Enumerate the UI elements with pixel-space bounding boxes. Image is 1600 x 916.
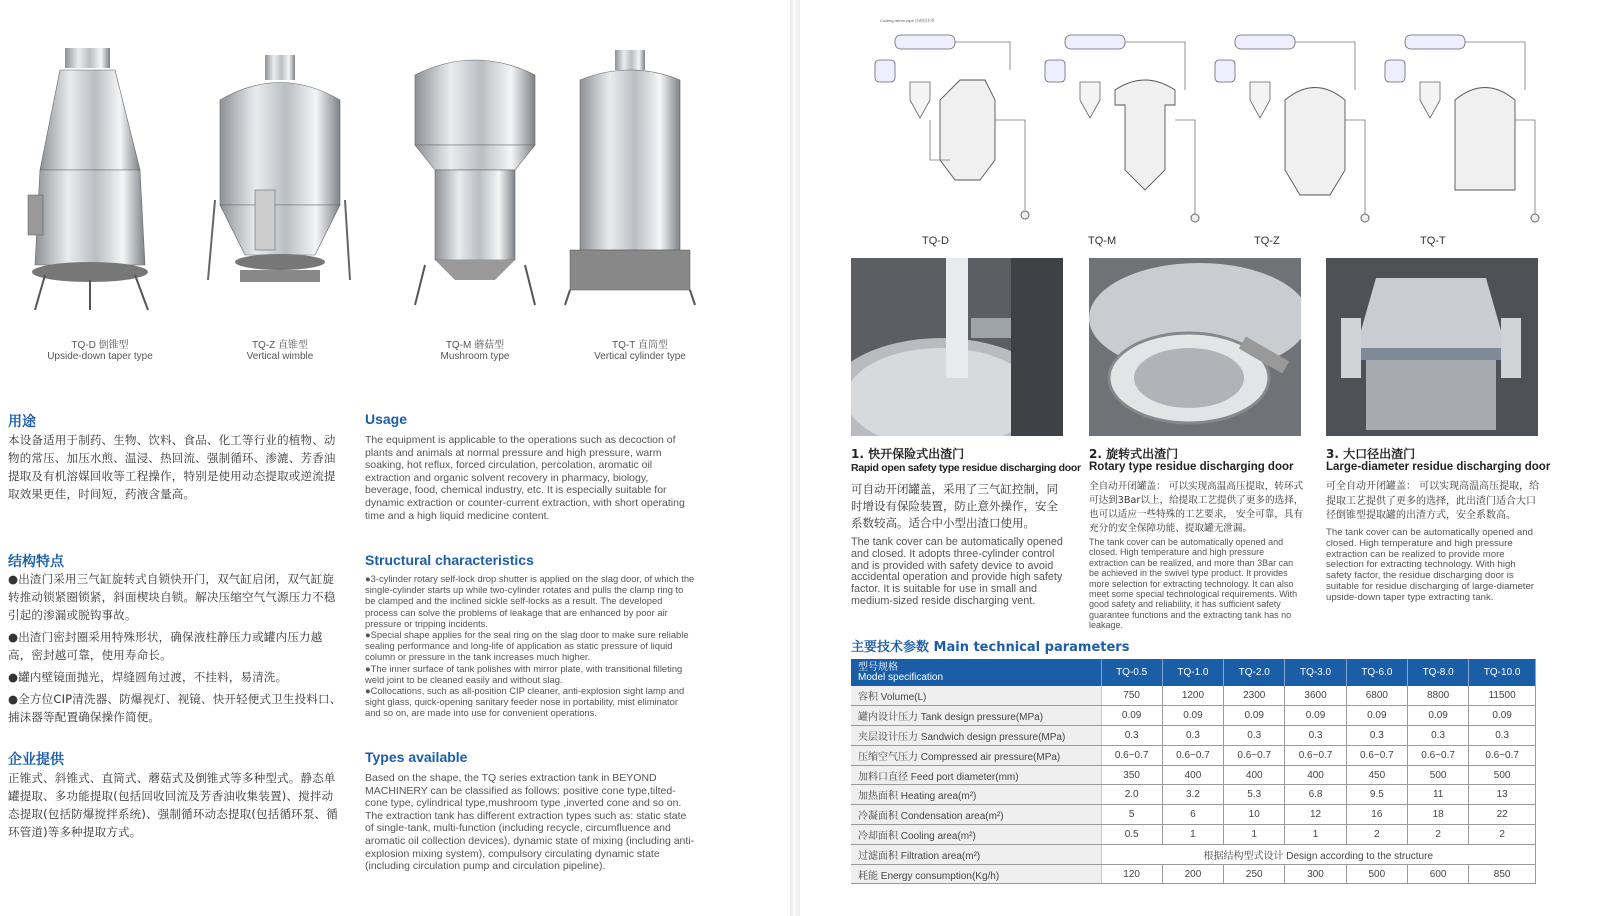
param-value: 1 bbox=[1224, 825, 1285, 845]
door-2-body-en: The tank cover can be automatically opened and closed. High temperature and high pressure extraction can be realized, and more than 3Bar can be achieved in the swivel type product. It provides more selection for extracting technology. It can also meet some special technological requirements. With good safety and reliability, it has sufficient safety guarantee functions and the extracting tank has no leakage. bbox=[1089, 537, 1298, 631]
param-label: 容积 Volume(L) bbox=[851, 686, 1101, 706]
param-merged-value: 根据结构型式设计 Design according to the structure bbox=[1101, 844, 1536, 864]
param-value: 300 bbox=[1285, 864, 1346, 884]
diagram-tq-d bbox=[850, 10, 1030, 245]
diagram-tq-z bbox=[1190, 10, 1370, 245]
tank-tq-z-image bbox=[200, 40, 360, 340]
param-value: 18 bbox=[1407, 805, 1468, 825]
tank-name: Upside-down taper type bbox=[47, 351, 153, 362]
door-3-body-zh: 可全自动开闭罐盖： 可以实现高温高压提取，给提取工艺提供了更多的选择，此出渣门适合大口径倒锥型提取罐的出渣方式，安全系数高。 bbox=[1326, 481, 1540, 521]
usage-en-heading: Usage bbox=[365, 411, 408, 427]
door-1-body-zh: 可自动开闭罐盖，采用了三气缸控制，同时增设有保险装置，防止意外操作，安全系数较高。适合中小型出渣口使用。 bbox=[851, 482, 1058, 530]
param-value: 5 bbox=[1101, 805, 1162, 825]
param-label: 耗能 Energy consumption(Kg/h) bbox=[851, 864, 1101, 884]
param-value: 0.09 bbox=[1101, 706, 1162, 726]
door-1-body-en: The tank cover can be automatically opened and closed. It adopts three-cylinder control and is provided with safety device to avoid accidental operation and provide high safety factor. It is suitable for use in small and medium-sized reside discharging vent. bbox=[851, 536, 1063, 607]
tank-caption bbox=[540, 340, 740, 362]
param-value: 120 bbox=[1101, 864, 1162, 884]
param-value: 1 bbox=[1285, 825, 1346, 845]
types-zh-heading: 企业提供 bbox=[8, 751, 64, 767]
diagram-label: TQ-Z bbox=[1254, 235, 1280, 247]
param-value: 11500 bbox=[1469, 686, 1536, 706]
diagram-annotation: Cooling return pipe 冷却回水管 bbox=[880, 18, 935, 23]
param-value: 12 bbox=[1285, 805, 1346, 825]
usage-zh-body: 本设备适用于制药、生物、饮料、食品、化工等行业的植物、动物的常压、加压水煎、温浸、热回流、强制循环、渗漉、芳香油提取及有机溶媒回收等工程操作，特别是使用动态提取或逆流提取效果更佳，时间短，药液含量高。 bbox=[8, 433, 336, 501]
diagram-tq-t-drawing bbox=[1360, 10, 1540, 230]
tank-caption bbox=[180, 340, 380, 362]
param-label: 冷凝面积 Condensation area(m²) bbox=[851, 805, 1101, 825]
structure-en-item: ●The inner surface of tank polishes with mirror plate, with transitional filleting weld joint to be cleaned easily and without slag. bbox=[365, 662, 683, 685]
structure-zh-item: ●全方位CIP清洗器、防爆视灯、视镜、快开轻便式卫生投料口、捕沫器等配置确保操作简便。 bbox=[8, 692, 342, 724]
door-1-title-en: Rapid open safety type residue discharging door bbox=[851, 462, 1081, 474]
param-value: 500 bbox=[1346, 864, 1407, 884]
diagram-tq-m bbox=[1020, 10, 1200, 245]
params-row bbox=[851, 745, 1536, 765]
param-value: 450 bbox=[1346, 765, 1407, 785]
door-photo-2-image bbox=[1089, 258, 1301, 436]
param-value: 3.2 bbox=[1162, 785, 1223, 805]
param-value: 0.3 bbox=[1101, 726, 1162, 746]
param-value: 0.6~0.7 bbox=[1407, 745, 1468, 765]
param-label: 加热面积 Heating area(m²) bbox=[851, 785, 1101, 805]
param-value: 8800 bbox=[1407, 686, 1468, 706]
header-en: Model specification bbox=[858, 671, 944, 683]
param-value: 0.09 bbox=[1407, 706, 1468, 726]
param-value: 0.3 bbox=[1162, 726, 1223, 746]
tank-tq-t-image bbox=[560, 40, 720, 340]
param-value: 0.3 bbox=[1469, 726, 1536, 746]
door-photo-1-image bbox=[851, 258, 1063, 436]
param-value: 0.6~0.7 bbox=[1285, 745, 1346, 765]
param-value: 2 bbox=[1346, 825, 1407, 845]
param-value: 1200 bbox=[1162, 686, 1223, 706]
param-value: 5.3 bbox=[1224, 785, 1285, 805]
param-value: 0.3 bbox=[1407, 726, 1468, 746]
param-label: 加料口直径 Feed port diameter(mm) bbox=[851, 765, 1101, 785]
structure-en-list bbox=[365, 573, 695, 719]
tank-name: Vertical cylinder type bbox=[594, 351, 686, 362]
param-value: 2.0 bbox=[1101, 785, 1162, 805]
page-gutter bbox=[790, 0, 800, 916]
model-header: TQ-0.5 bbox=[1101, 659, 1162, 686]
params-row bbox=[851, 726, 1536, 746]
param-value: 400 bbox=[1224, 765, 1285, 785]
diagram-tq-z-drawing bbox=[1190, 10, 1370, 230]
door-photo-1 bbox=[851, 258, 1063, 436]
model-header: TQ-8.0 bbox=[1407, 659, 1468, 686]
params-row bbox=[851, 765, 1536, 785]
types-en-heading: Types available bbox=[365, 749, 468, 765]
diagram-tq-t bbox=[1360, 10, 1540, 245]
structure-en-item: ●Collocations, such as all-position CIP cleaner, anti-explosion sight lamp and sight glass, quick-opening sanitary feeder nose in portability, mist eliminator and so on, are made into use for convenient operations. bbox=[365, 685, 685, 719]
tank-caption bbox=[0, 340, 200, 362]
tank-name: Vertical wimble bbox=[246, 351, 314, 362]
diagram-label: TQ-T bbox=[1420, 235, 1446, 247]
model-header: TQ-6.0 bbox=[1346, 659, 1407, 686]
model-header: TQ-10.0 bbox=[1469, 659, 1536, 686]
params-title: 主要技术参数 Main technical parameters bbox=[851, 640, 1130, 655]
diagram-label: TQ-M bbox=[1088, 235, 1117, 247]
param-label: 夹层设计压力 Sandwich design pressure(MPa) bbox=[851, 726, 1101, 746]
model-header: TQ-3.0 bbox=[1285, 659, 1346, 686]
params-row bbox=[851, 825, 1536, 845]
params-header-row bbox=[851, 659, 1536, 686]
param-value: 0.3 bbox=[1224, 726, 1285, 746]
param-value: 500 bbox=[1407, 765, 1468, 785]
param-label: 压缩空气压力 Compressed air pressure(MPa) bbox=[851, 745, 1101, 765]
structure-zh-item: ●出渣门采用三气缸旋转式自锁快开门，双气缸启闭，双气缸旋转推动锁紧圈锁紧，斜面楔块自锁。解决压缩空气气源压力不稳引起的渗漏或脱钩事故。 bbox=[8, 572, 336, 622]
param-value: 0.09 bbox=[1162, 706, 1223, 726]
types-zh-body: 正锥式、斜锥式、直筒式、蘑菇式及倒锥式等多种型式。静态单罐提取、多功能提取(包括回收回流及芳香油收集装置)、搅拌动态提取(包括防爆搅拌系统)、强制循环动态提取(包括循环泵、循环管道)等多种提取方式。 bbox=[8, 771, 338, 839]
param-value: 850 bbox=[1469, 864, 1536, 884]
param-value: 3600 bbox=[1285, 686, 1346, 706]
param-value: 750 bbox=[1101, 686, 1162, 706]
param-value: 16 bbox=[1346, 805, 1407, 825]
param-label: 罐内设计压力 Tank design pressure(MPa) bbox=[851, 706, 1101, 726]
tank-tq-m-image bbox=[395, 40, 555, 340]
param-label: 过滤面积 Filtration area(m²) bbox=[851, 844, 1101, 864]
door-3-body-en: The tank cover can be automatically opened and closed. High temperature and high pressure extraction can be realized to provide more selection for extracting technology. With high safety factor, the residue discharging door is suitable for residue discharging of large-diameter upside-down taper type extracting tank. bbox=[1326, 527, 1534, 603]
tank-name: Mushroom type bbox=[440, 351, 510, 362]
param-value: 0.3 bbox=[1346, 726, 1407, 746]
param-value: 0.09 bbox=[1285, 706, 1346, 726]
param-value: 1 bbox=[1162, 825, 1223, 845]
param-value: 200 bbox=[1162, 864, 1223, 884]
param-value: 0.3 bbox=[1285, 726, 1346, 746]
door-3-title-en: Large-diameter residue discharging door bbox=[1326, 461, 1551, 473]
param-value: 13 bbox=[1469, 785, 1536, 805]
params-row bbox=[851, 706, 1536, 726]
param-value: 6800 bbox=[1346, 686, 1407, 706]
params-row bbox=[851, 686, 1536, 706]
structure-zh-item: ●出渣门密封圈采用特殊形状，确保液柱静压力或罐内压力越高，密封越可靠，使用寿命长。 bbox=[8, 630, 323, 662]
tank-code: TQ-D 倒锥型 bbox=[71, 340, 129, 351]
param-value: 6 bbox=[1162, 805, 1223, 825]
param-value: 350 bbox=[1101, 765, 1162, 785]
param-value: 2300 bbox=[1224, 686, 1285, 706]
param-value: 2 bbox=[1407, 825, 1468, 845]
structure-zh-heading: 结构特点 bbox=[8, 553, 64, 569]
structure-zh-list bbox=[8, 570, 343, 726]
tank-tq-t bbox=[560, 40, 720, 370]
params-table bbox=[851, 659, 1536, 884]
param-value: 0.6~0.7 bbox=[1162, 745, 1223, 765]
param-value: 250 bbox=[1224, 864, 1285, 884]
tank-tq-z bbox=[200, 40, 360, 370]
param-value: 0.6~0.7 bbox=[1224, 745, 1285, 765]
model-header: TQ-1.0 bbox=[1162, 659, 1223, 686]
structure-en-heading: Structural characteristics bbox=[365, 552, 534, 568]
param-value: 6.8 bbox=[1285, 785, 1346, 805]
tank-tq-d-image bbox=[20, 40, 180, 340]
tank-gallery bbox=[20, 40, 700, 370]
door-2-title-en: Rotary type residue discharging door bbox=[1089, 461, 1294, 473]
door-2-title-zh: 2. 旋转式出渣门 bbox=[1089, 447, 1179, 461]
structure-zh-item: ●罐内壁镜面抛光，焊缝圆角过渡，不挂料，易清洗。 bbox=[8, 670, 288, 684]
param-label: 冷却面积 Cooling area(m²) bbox=[851, 825, 1101, 845]
params-row bbox=[851, 805, 1536, 825]
param-value: 11 bbox=[1407, 785, 1468, 805]
param-value: 0.6~0.7 bbox=[1101, 745, 1162, 765]
door-3-title-zh: 3. 大口径出渣门 bbox=[1326, 447, 1416, 461]
left-page bbox=[0, 0, 790, 916]
param-value: 0.6~0.7 bbox=[1346, 745, 1407, 765]
tank-code: TQ-T 直筒型 bbox=[612, 340, 668, 351]
param-value: 22 bbox=[1469, 805, 1536, 825]
usage-zh-heading: 用途 bbox=[8, 413, 36, 429]
params-row bbox=[851, 864, 1536, 884]
param-value: 2 bbox=[1469, 825, 1536, 845]
param-value: 0.09 bbox=[1346, 706, 1407, 726]
param-value: 10 bbox=[1224, 805, 1285, 825]
tank-tq-m bbox=[395, 40, 555, 370]
tank-code: TQ-M 蘑菇型 bbox=[445, 340, 505, 351]
structure-en-item: ●3-cylinder rotary self-lock drop shutter is applied on the slag door, of which the single-cylinder starts up while two-cylinder rotates and pulls the clamp ring to be clamped and the inclined sickle self-locks as a result. The developed process can solve the problems of leakage that are enhanced by poor air pressure or tripping incidents. bbox=[365, 573, 695, 629]
door-photo-3 bbox=[1326, 258, 1538, 436]
params-body bbox=[851, 686, 1536, 884]
param-value: 400 bbox=[1162, 765, 1223, 785]
door-photo-2 bbox=[1089, 258, 1301, 436]
param-value: 0.6~0.7 bbox=[1469, 745, 1536, 765]
param-value: 500 bbox=[1469, 765, 1536, 785]
param-value: 0.09 bbox=[1469, 706, 1536, 726]
params-row bbox=[851, 844, 1536, 864]
diagram-label: TQ-D bbox=[922, 235, 949, 247]
header-zh: 型号规格 bbox=[858, 661, 898, 673]
diagram-tq-m-drawing bbox=[1020, 10, 1200, 230]
param-value: 0.09 bbox=[1224, 706, 1285, 726]
param-value: 600 bbox=[1407, 864, 1468, 884]
types-en-body: Based on the shape, the TQ series extraction tank in BEYOND MACHINERY can be classified as follows: positive cone type,tilted-cone type, cylindrical type,mushroom type ,inverted cone and so on. The extraction tank has different extraction types such as: static state of single-tank, multi-function (including recycle, circumfluence and aromatic oil collection devices), dynamic state of mixing (including anti-explosion mixing system), compulsory circulating dynamic state (including circulation pump and circulation pipeline). bbox=[365, 772, 695, 873]
params-header-label bbox=[851, 659, 1101, 686]
param-value: 0.5 bbox=[1101, 825, 1162, 845]
param-value: 400 bbox=[1285, 765, 1346, 785]
door-photo-3-image bbox=[1326, 258, 1538, 436]
tank-code: TQ-Z 直锥型 bbox=[251, 340, 309, 351]
door-1-title-zh: 1. 快开保险式出渣门 bbox=[851, 447, 965, 461]
model-header: TQ-2.0 bbox=[1224, 659, 1285, 686]
params-row bbox=[851, 785, 1536, 805]
usage-en-body: The equipment is applicable to the operations such as decoction of plants and animals at normal pressure and high pressure, warm soaking, hot reflux, forced circulation, percolation, aromatic oil extraction and organic solvent recovery in pharmacy, biology, beverage, food, chemical industry, etc. It is especially suitable for dynamic extraction or counter-current extraction, with short operating time and a high liquid medicine content. bbox=[365, 434, 685, 522]
structure-en-item: ●Special shape applies for the seal ring on the slag door to make sure reliable sealing performance and long-life of application as static pressure of liquid column or pressure in the tank increases much higher. bbox=[365, 629, 689, 663]
door-2-body-zh: 全自动开闭罐盖： 可以实现高温高压提取，转环式可达到3Bar以上，给提取工艺提供了更多的选择，也可以适应一些特殊的工艺要求， 安全可靠，具有充分的安全保障功能、提取罐无泄漏。 bbox=[1089, 481, 1304, 534]
param-value: 9.5 bbox=[1346, 785, 1407, 805]
tank-tq-d bbox=[20, 40, 180, 370]
diagram-tq-d-drawing bbox=[850, 10, 1030, 230]
